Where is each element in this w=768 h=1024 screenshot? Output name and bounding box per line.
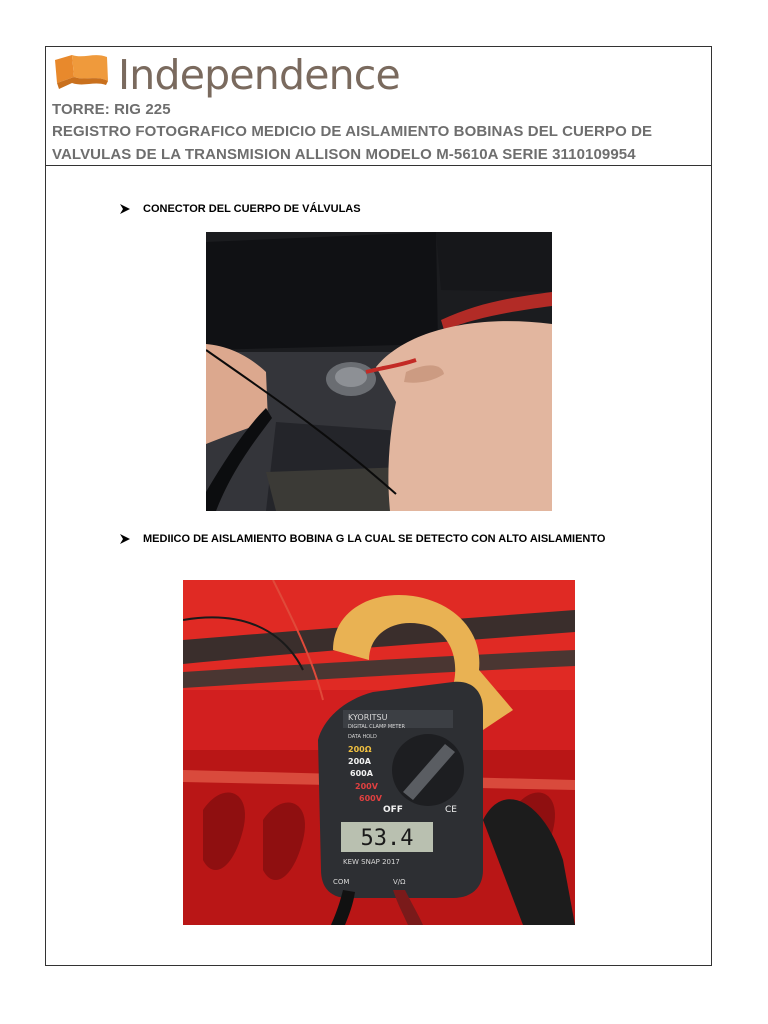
range-600v: 600V xyxy=(359,794,382,803)
company-logo xyxy=(52,49,400,101)
document-title-line-1: REGISTRO FOTOGRAFICO MEDICIO DE AISLAMIENTO BOBINAS DEL CUERPO DE xyxy=(52,123,653,140)
off-label: OFF xyxy=(383,805,403,815)
v-ohm-label: V/Ω xyxy=(393,878,406,886)
range-200a: 200A xyxy=(348,757,371,766)
com-label: COM xyxy=(333,878,350,886)
meter-model: KEW SNAP 2017 xyxy=(343,858,400,866)
range-600a: 600A xyxy=(350,769,373,778)
flag-logo-icon xyxy=(52,53,110,97)
logo-text: Independence xyxy=(118,50,400,99)
clamp-meter-photo xyxy=(183,580,575,925)
ce-mark: CE xyxy=(445,805,457,815)
section-label: MEDIICO DE AISLAMIENTO BOBINA G LA CUAL SE DETECTO CON ALTO AISLAMIENTO xyxy=(143,533,606,545)
meter-data-hold: DATA HOLD xyxy=(348,734,377,740)
document-title-line-2: VALVULAS DE LA TRANSMISION ALLISON MODELO M-5610A SERIE 3110109954 xyxy=(52,146,636,163)
connector-photo xyxy=(206,232,552,511)
meter-subtitle: DIGITAL CLAMP METER xyxy=(348,724,406,730)
header-divider xyxy=(46,165,711,166)
page-frame xyxy=(45,46,712,966)
section-heading-coil-g xyxy=(119,533,605,545)
range-ohm: 200Ω xyxy=(348,745,372,754)
section-label: CONECTOR DEL CUERPO DE VÁLVULAS xyxy=(143,203,361,215)
meter-reading: 53.4 xyxy=(360,826,414,851)
arrowhead-bullet-icon xyxy=(119,203,131,215)
section-heading-connector xyxy=(119,203,361,215)
rig-label: TORRE: RIG 225 xyxy=(52,101,171,118)
meter-brand: KYORITSU xyxy=(348,713,388,722)
range-200v: 200V xyxy=(355,782,378,791)
arrowhead-bullet-icon xyxy=(119,533,131,545)
